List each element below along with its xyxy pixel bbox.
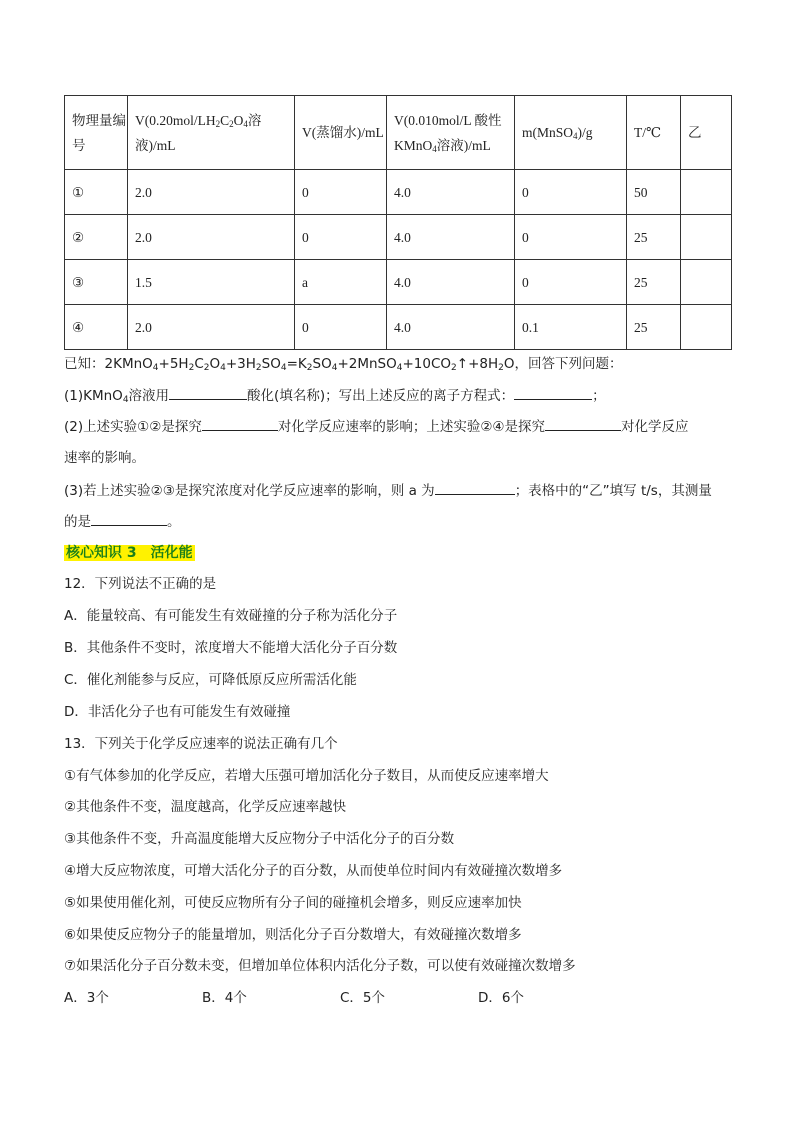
option-d: D．6个 bbox=[478, 990, 524, 1006]
cell-yi bbox=[681, 305, 732, 350]
cell-m: 0 bbox=[515, 170, 627, 215]
answer-blank[interactable] bbox=[202, 416, 278, 431]
question-13-statement: ⑦如果活化分子百分数未变，但增加单位体积内活化分子数，可以使有效碰撞次数增多 bbox=[64, 958, 576, 974]
question-13-options bbox=[64, 988, 732, 1008]
question-12-option-a: A．能量较高、有可能发生有效碰撞的分子称为活化分子 bbox=[64, 608, 398, 624]
header-cell-temperature: T/℃ bbox=[627, 96, 681, 170]
table-row bbox=[65, 260, 732, 305]
cell-v3: 4.0 bbox=[387, 215, 515, 260]
cell-id: ① bbox=[65, 170, 128, 215]
cell-v3: 4.0 bbox=[387, 170, 515, 215]
header-cell-oxalic: $V(0.20mol/LH_2C_2O_4$溶液)/mL bbox=[128, 96, 295, 170]
cell-m: 0 bbox=[515, 215, 627, 260]
question-1: (1)KMnO$_4$溶液用 酸化(填名称)；写出上述反应的离子方程式： ； bbox=[64, 385, 732, 406]
table-header-row bbox=[65, 96, 732, 170]
table-row bbox=[65, 170, 732, 215]
question-13-statement: ③其他条件不变，升高温度能增大反应物分子中活化分子的百分数 bbox=[64, 831, 455, 847]
cell-yi bbox=[681, 170, 732, 215]
section-heading: 核心知识 3 活化能 bbox=[66, 545, 193, 561]
question-12-option-b: B．其他条件不变时，浓度增大不能增大活化分子百分数 bbox=[64, 640, 398, 656]
cell-v1: 1.5 bbox=[128, 260, 295, 305]
cell-id: ② bbox=[65, 215, 128, 260]
question-12-option-c: C．催化剂能参与反应，可降低原反应所需活化能 bbox=[64, 672, 357, 688]
cell-v2: 0 bbox=[295, 170, 387, 215]
question-13-statement: ⑥如果使反应物分子的能量增加，则活化分子百分数增大，有效碰撞次数增多 bbox=[64, 927, 522, 943]
cell-v2: 0 bbox=[295, 305, 387, 350]
option-b: B．4个 bbox=[202, 990, 247, 1006]
table-row bbox=[65, 215, 732, 260]
option-a: A．3个 bbox=[64, 990, 109, 1006]
cell-v2: 0 bbox=[295, 215, 387, 260]
table-row bbox=[65, 305, 732, 350]
question-13-stem: 13．下列关于化学反应速率的说法正确有几个 bbox=[64, 736, 338, 752]
header-cell-mnso4: m(MnSO$_4$)/g bbox=[515, 96, 627, 170]
answer-blank[interactable] bbox=[91, 511, 167, 526]
cell-id: ③ bbox=[65, 260, 128, 305]
cell-yi bbox=[681, 260, 732, 305]
question-13-statement: ②其他条件不变，温度越高，化学反应速率越快 bbox=[64, 799, 347, 815]
cell-t: 25 bbox=[627, 305, 681, 350]
cell-m: 0.1 bbox=[515, 305, 627, 350]
known-equation: 已知：$2KMnO_4+5H_2C_2O_4+3H_2SO_4=K_2SO_4+2MnSO_4+10CO_2↑+8H_2O$，回答下列问题： bbox=[64, 356, 623, 373]
cell-id: ④ bbox=[65, 305, 128, 350]
question-13-statement: ④增大反应物浓度，可增大活化分子的百分数，从而使单位时间内有效碰撞次数增多 bbox=[64, 863, 563, 879]
answer-blank[interactable] bbox=[545, 416, 621, 431]
question-13-statement: ①有气体参加的化学反应，若增大压强可增加活化分子数目，从而使反应速率增大 bbox=[64, 768, 549, 784]
header-cell-id: 物理量编号 bbox=[65, 96, 128, 170]
cell-v1: 2.0 bbox=[128, 215, 295, 260]
cell-t: 25 bbox=[627, 215, 681, 260]
header-cell-kmno4: V(0.010mol/L 酸性 KMnO$_4$溶液)/mL bbox=[387, 96, 515, 170]
cell-v1: 2.0 bbox=[128, 170, 295, 215]
cell-v3: 4.0 bbox=[387, 260, 515, 305]
cell-v3: 4.0 bbox=[387, 305, 515, 350]
question-3: (3)若上述实验②③是探究浓度对化学反应速率的影响，则 a 为 ；表格中的“乙”填写 t/s，其测量 的是 。 bbox=[64, 480, 732, 532]
header-cell-water: V(蒸馏水)/mL bbox=[295, 96, 387, 170]
document-page bbox=[64, 95, 732, 1006]
question-2: (2)上述实验①②是探究 对化学反应速率的影响；上述实验②④是探究 对化学反应 速率的影响。 bbox=[64, 416, 732, 468]
option-c: C．5个 bbox=[340, 990, 386, 1006]
answer-blank[interactable] bbox=[435, 480, 515, 495]
question-13-statement: ⑤如果使用催化剂，可使反应物所有分子间的碰撞机会增多，则反应速率加快 bbox=[64, 895, 522, 911]
question-12-stem: 12．下列说法不正确的是 bbox=[64, 576, 217, 592]
answer-blank[interactable] bbox=[514, 385, 592, 400]
answer-blank[interactable] bbox=[169, 385, 247, 400]
cell-yi bbox=[681, 215, 732, 260]
experiment-table bbox=[64, 95, 732, 350]
cell-m: 0 bbox=[515, 260, 627, 305]
cell-t: 50 bbox=[627, 170, 681, 215]
question-12-option-d: D．非活化分子也有可能发生有效碰撞 bbox=[64, 704, 291, 720]
header-cell-yi: 乙 bbox=[681, 96, 732, 170]
cell-v1: 2.0 bbox=[128, 305, 295, 350]
cell-v2: a bbox=[295, 260, 387, 305]
cell-t: 25 bbox=[627, 260, 681, 305]
